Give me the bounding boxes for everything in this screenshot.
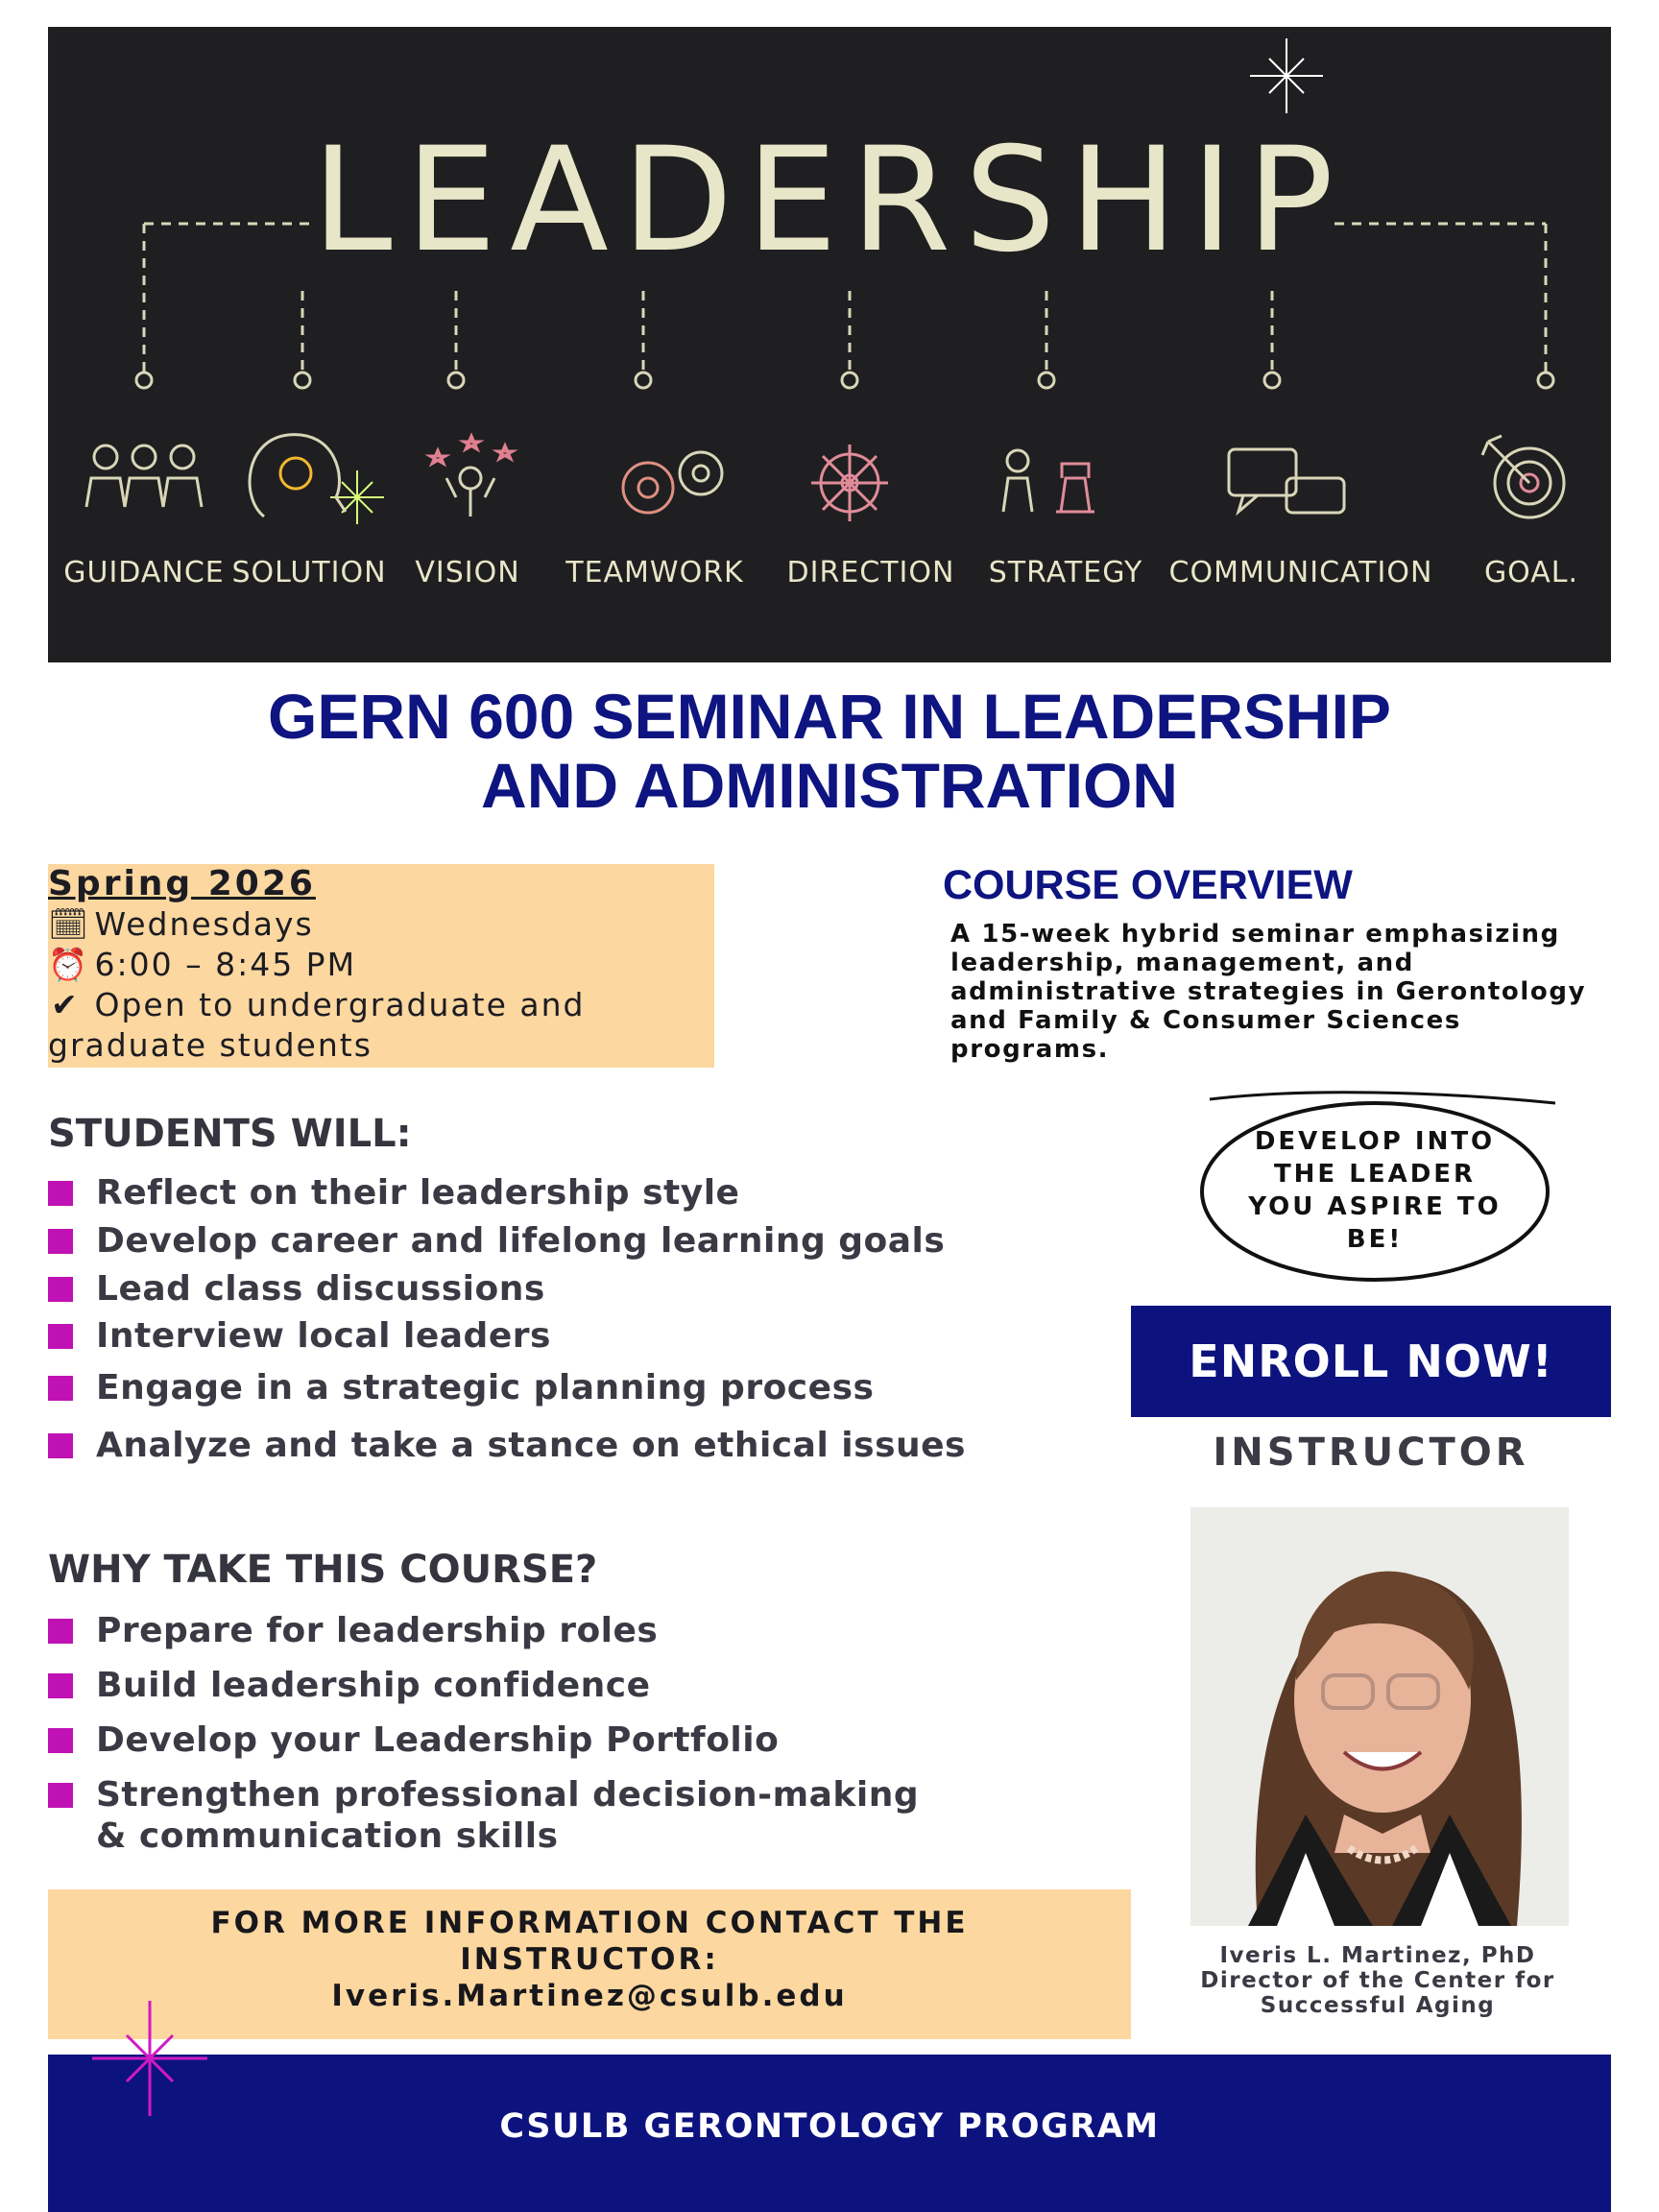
- instructor-photo: [1190, 1507, 1569, 1926]
- speech-bubbles-icon: [1229, 449, 1344, 513]
- chalkboard-illustration: [48, 27, 1611, 662]
- icon-label: STRATEGY: [988, 556, 1143, 589]
- stars-person-icon: [430, 436, 513, 517]
- schedule-box: [48, 864, 714, 1068]
- enroll-now-button[interactable]: ENROLL NOW!: [1131, 1306, 1611, 1417]
- list-item: Strengthen professional decision-making: [48, 1775, 919, 1815]
- meeting-day: Wednesdays: [94, 905, 314, 943]
- overview-heading: COURSE OVERVIEW: [943, 862, 1353, 908]
- icon-label: GOAL.: [1483, 556, 1579, 589]
- list-item: Lead class discussions: [48, 1269, 545, 1309]
- list-item: Interview local leaders: [48, 1316, 551, 1356]
- list-item: Prepare for leadership roles: [48, 1611, 658, 1650]
- bullet-square-icon: [48, 1433, 73, 1458]
- calendar-icon: 🗓: [48, 905, 90, 943]
- bullet-square-icon: [48, 1673, 73, 1698]
- course-title-line1: GERN 600 SEMINAR IN LEADERSHIP: [268, 681, 1391, 752]
- bullet-square-icon: [48, 1181, 73, 1206]
- target-icon: [1482, 436, 1564, 517]
- icon-label: COMMUNICATION: [1168, 556, 1433, 589]
- eligibility: Open to undergraduate and graduate students: [48, 986, 586, 1064]
- contact-line: INSTRUCTOR:: [460, 1942, 719, 1977]
- bullet-square-icon: [48, 1783, 73, 1808]
- bullet-square-icon: [48, 1619, 73, 1644]
- contact-email-link[interactable]: Iveris.Martinez@csulb.edu: [331, 1979, 848, 2013]
- bullet-square-icon: [48, 1376, 73, 1401]
- banner-headline: LEADERSHIP: [311, 117, 1348, 284]
- instructor-title: Successful Aging: [1260, 1993, 1496, 2018]
- sparkle-icon: [92, 2001, 207, 2116]
- callout-text: DEVELOP INTO THE LEADER YOU ASPIRE TO BE!: [1248, 1127, 1502, 1254]
- footer-bar: [48, 2055, 1611, 2212]
- instructor-portrait: [1190, 1507, 1569, 1926]
- lightbulb-head-icon: [250, 435, 346, 517]
- why-list: [48, 1611, 1104, 1870]
- instructor-title: Director of the Center for: [1200, 1968, 1555, 1993]
- students-will-list: [48, 1173, 1104, 1480]
- instructor-name: Iveris L. Martinez, PhD: [1219, 1943, 1536, 1968]
- bullet-square-icon: [48, 1728, 73, 1753]
- bullet-square-icon: [48, 1229, 73, 1254]
- bullet-square-icon: [48, 1324, 73, 1349]
- why-heading: WHY TAKE THIS COURSE?: [48, 1548, 598, 1592]
- list-item: Engage in a strategic planning process: [48, 1368, 874, 1407]
- list-item: Reflect on their leadership style: [48, 1173, 739, 1213]
- course-title-line2: AND ADMINISTRATION: [481, 750, 1178, 821]
- instructor-caption: [1152, 1943, 1603, 2018]
- icon-label: DIRECTION: [786, 556, 955, 589]
- icon-label: SOLUTION: [231, 556, 387, 589]
- students-will-heading: STUDENTS WILL:: [48, 1112, 412, 1156]
- icon-label: GUIDANCE: [63, 556, 225, 589]
- icon-label: VISION: [415, 556, 520, 589]
- overview-text: A 15-week hybrid seminar emphasizing leadership, management, and administrative strategies in Gerontology and Family & Consumer Sciences programs.: [950, 920, 1587, 1064]
- contact-line: FOR MORE INFORMATION CONTACT THE: [210, 1906, 969, 1940]
- chess-icon: [1003, 450, 1094, 512]
- course-title: [0, 682, 1659, 820]
- people-icon: [86, 445, 202, 507]
- leadership-banner-image: [48, 27, 1611, 662]
- sparkle-icon: [1250, 38, 1323, 113]
- ship-wheel-icon: [811, 445, 888, 521]
- list-item: Analyze and take a stance on ethical issues: [48, 1426, 966, 1465]
- checkmark-icon: ✔: [51, 986, 80, 1023]
- list-item: Develop career and lifelong learning goals: [48, 1221, 945, 1261]
- term: Spring 2026: [48, 864, 316, 903]
- meeting-time: 6:00 – 8:45 PM: [94, 946, 357, 983]
- list-item: Develop your Leadership Portfolio: [48, 1720, 779, 1760]
- gears-icon: [623, 452, 722, 513]
- clock-icon: ⏰: [48, 946, 90, 983]
- contact-box: [48, 1889, 1131, 2039]
- list-item: Build leadership confidence: [48, 1666, 651, 1705]
- icon-label: TEAMWORK: [565, 556, 744, 589]
- instructor-heading: INSTRUCTOR: [1213, 1431, 1529, 1475]
- list-item-continuation: & communication skills: [96, 1816, 559, 1856]
- bullet-square-icon: [48, 1277, 73, 1302]
- footer-text: CSULB GERONTOLOGY PROGRAM: [499, 2107, 1160, 2146]
